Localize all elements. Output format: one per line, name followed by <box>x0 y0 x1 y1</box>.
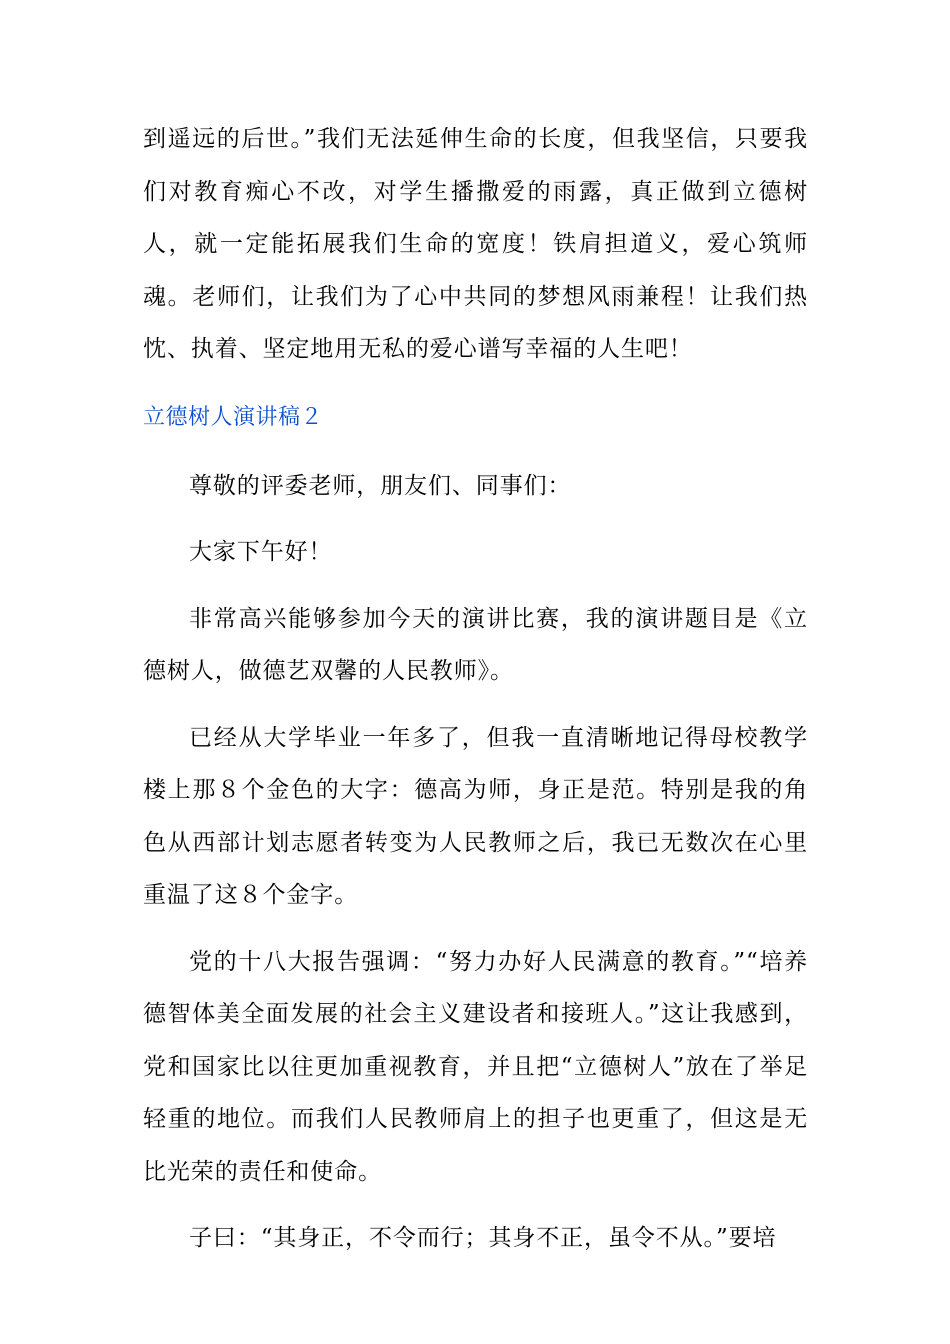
paragraph-salutation: 尊敬的评委老师，朋友们、同事们： <box>189 472 572 499</box>
paragraph-quote: 子曰：“其身正，不令而行；其身不正，虽令不从。”要培 <box>189 1225 777 1251</box>
paragraph-report: 党的十八大报告强调：“努力办好人民满意的教育。”“培养德智体美全面发展的社会主义建设者和接班人。”这让我感到，党和国家比以往更加重视教育，并且把“立德树人”放在了举足轻重的地位。而我们人民教师肩上的担子也更重了，但这是无比光荣的责任和使命。 <box>143 948 808 1185</box>
intro-paragraph: 到遥远的后世。”我们无法延伸生命的长度，但我坚信，只要我们对教育痴心不改，对学生播撒爱的雨露，真正做到立德树人，就一定能拓展我们生命的宽度！铁肩担道义，爱心筑师魂。老师们，让我们为了心中共同的梦想风雨兼程！让我们热忱、执着、坚定地用无私的爱心谱写幸福的人生吧！ <box>143 126 808 362</box>
document-body <box>143 113 808 1279</box>
paragraph-greeting: 大家下午好！ <box>189 539 333 565</box>
section-title: 立德树人演讲稿２ <box>143 404 324 430</box>
paragraph-motto: 已经从大学毕业一年多了，但我一直清晰地记得母校教学楼上那８个金色的大字：德高为师，身正是范。特别是我的角色从西部计划志愿者转变为人民教师之后，我已无数次在心里重温了这８个金字。 <box>143 724 808 908</box>
paragraph-topic: 非常高兴能够参加今天的演讲比赛，我的演讲题目是《立德树人，做德艺双馨的人民教师》。 <box>143 605 808 684</box>
